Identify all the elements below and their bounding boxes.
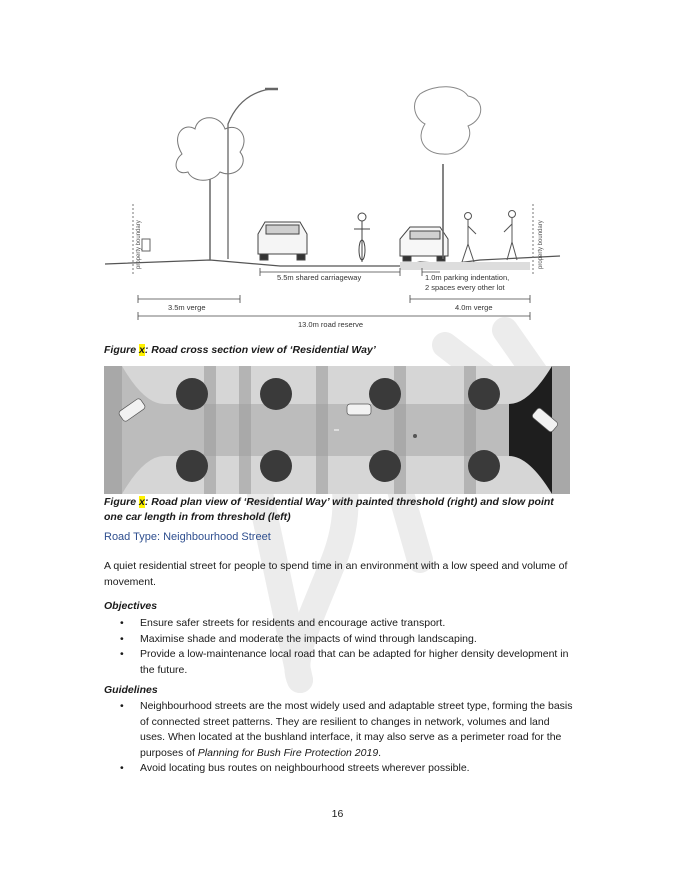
list-item: • Avoid locating bus routes on neighbourhood streets wherever possible. xyxy=(104,761,574,777)
parking-label-line2: 2 spaces every other lot xyxy=(425,283,505,292)
guidelines-heading: Guidelines xyxy=(104,684,158,696)
cross-section-illustration xyxy=(100,84,570,332)
car-icon xyxy=(258,222,307,260)
guidelines-list xyxy=(104,699,574,777)
parking-label-line1: 1.0m parking indentation, xyxy=(425,273,510,282)
road-reserve-label: 13.0m road reserve xyxy=(298,320,364,329)
cyclist-icon xyxy=(354,213,370,262)
pedestrian-icon xyxy=(504,211,517,261)
list-item: • Ensure safer streets for residents and encourage active transport. xyxy=(104,616,574,632)
left-verge-label: 3.5m verge xyxy=(168,303,206,312)
wheelie-bin-icon xyxy=(142,239,150,251)
objectives-list xyxy=(104,616,574,678)
list-item: • Provide a low-maintenance local road that can be adapted for higher density development in the future. xyxy=(104,647,574,678)
road-type-heading: Road Type: Neighbourhood Street xyxy=(104,531,271,543)
right-boundary-label: property boundary xyxy=(538,220,544,269)
page-number: 16 xyxy=(331,808,344,820)
objectives-heading: Objectives xyxy=(104,600,158,612)
pedestrian-icon xyxy=(462,213,476,263)
right-verge-label: 4.0m verge xyxy=(455,303,493,312)
intro-paragraph: A quiet residential street for people to spend time in an environment with a low speed and volume of movement. xyxy=(104,560,568,588)
figure-1-caption: Figure x: Road cross section view of ‘Residential Way’ xyxy=(104,344,376,356)
tree-icon xyxy=(176,118,244,260)
figure-2-caption: Figure x: Road plan view of ‘Residential Way’ with painted threshold (right) and slow point one car length in from threshold (left) xyxy=(104,496,554,523)
left-boundary-label: property boundary xyxy=(136,220,142,269)
carriageway-label: 5.5m shared carriageway xyxy=(277,273,362,282)
list-item: • Neighbourhood streets are the most widely used and adaptable street type, forming the basis of connected street patterns. They are resilient to changes in network, volumes and land uses. When located at the bushland interface, it may also serve as a perimeter road for the purposes of Planning for Bush Fire Protection 2019. xyxy=(104,699,574,761)
list-item: • Maximise shade and moderate the impacts of wind through landscaping. xyxy=(104,632,574,648)
car-icon xyxy=(400,227,448,261)
road-plan-illustration xyxy=(104,366,570,494)
